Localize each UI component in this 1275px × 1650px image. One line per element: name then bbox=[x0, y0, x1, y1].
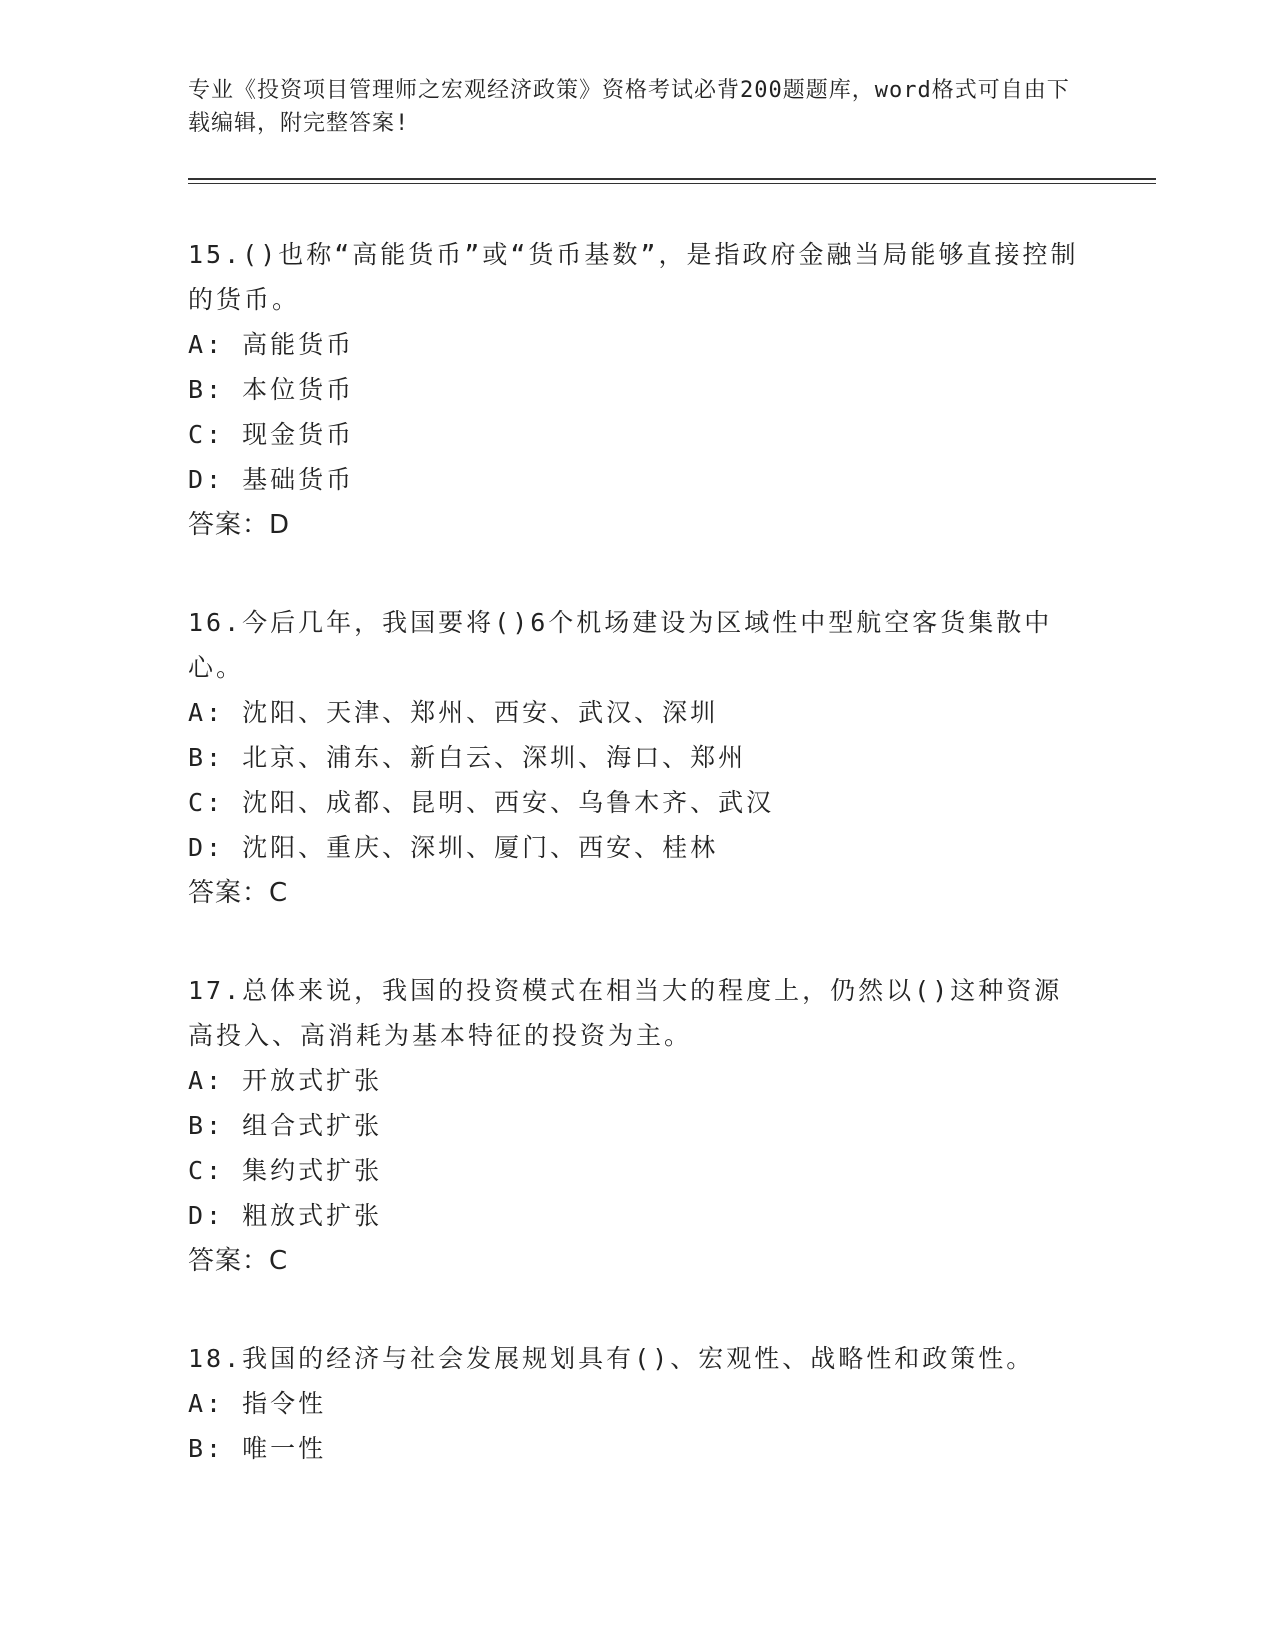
option-b: B: 组合式扩张 bbox=[188, 1111, 383, 1140]
option-a: A: 开放式扩张 bbox=[188, 1066, 383, 1095]
answer-text: 答案：D bbox=[188, 510, 291, 540]
header-divider bbox=[188, 178, 1156, 184]
option-d: D: 粗放式扩张 bbox=[188, 1201, 383, 1230]
question-stem: 15.()也称“高能货币”或“货币基数”，是指政府金融当局能够直接控制的货币。 bbox=[188, 240, 1079, 314]
option-c: C: 现金货币 bbox=[188, 420, 355, 449]
document-header: 专业《投资项目管理师之宏观经济政策》资格考试必背200题题库，word格式可自由下载编辑，附完整答案! bbox=[188, 78, 1070, 136]
question-item bbox=[188, 1336, 1088, 1471]
question-item bbox=[188, 600, 1088, 916]
option-d: D: 沈阳、重庆、深圳、厦门、西安、桂林 bbox=[188, 833, 719, 862]
option-a: A: 指令性 bbox=[188, 1389, 327, 1418]
question-stem: 18.我国的经济与社会发展规划具有()、宏观性、战略性和政策性。 bbox=[188, 1344, 1035, 1373]
question-item bbox=[188, 968, 1088, 1284]
answer-text: 答案：C bbox=[188, 878, 289, 908]
question-list bbox=[188, 232, 1088, 1523]
option-b: B: 北京、浦东、新白云、深圳、海口、郑州 bbox=[188, 743, 747, 772]
option-a: A: 沈阳、天津、郑州、西安、武汉、深圳 bbox=[188, 698, 719, 727]
option-b: B: 唯一性 bbox=[188, 1434, 327, 1463]
question-item bbox=[188, 232, 1088, 548]
option-d: D: 基础货币 bbox=[188, 465, 355, 494]
option-b: B: 本位货币 bbox=[188, 375, 355, 404]
option-c: C: 集约式扩张 bbox=[188, 1156, 383, 1185]
option-c: C: 沈阳、成都、昆明、西安、乌鲁木齐、武汉 bbox=[188, 788, 775, 817]
question-stem: 17.总体来说，我国的投资模式在相当大的程度上，仍然以()这种资源高投入、高消耗为基本特征的投资为主。 bbox=[188, 976, 1063, 1050]
option-a: A: 高能货币 bbox=[188, 330, 355, 359]
answer-text: 答案：C bbox=[188, 1246, 289, 1276]
question-stem: 16.今后几年，我国要将()6个机场建设为区域性中型航空客货集散中心。 bbox=[188, 608, 1053, 682]
